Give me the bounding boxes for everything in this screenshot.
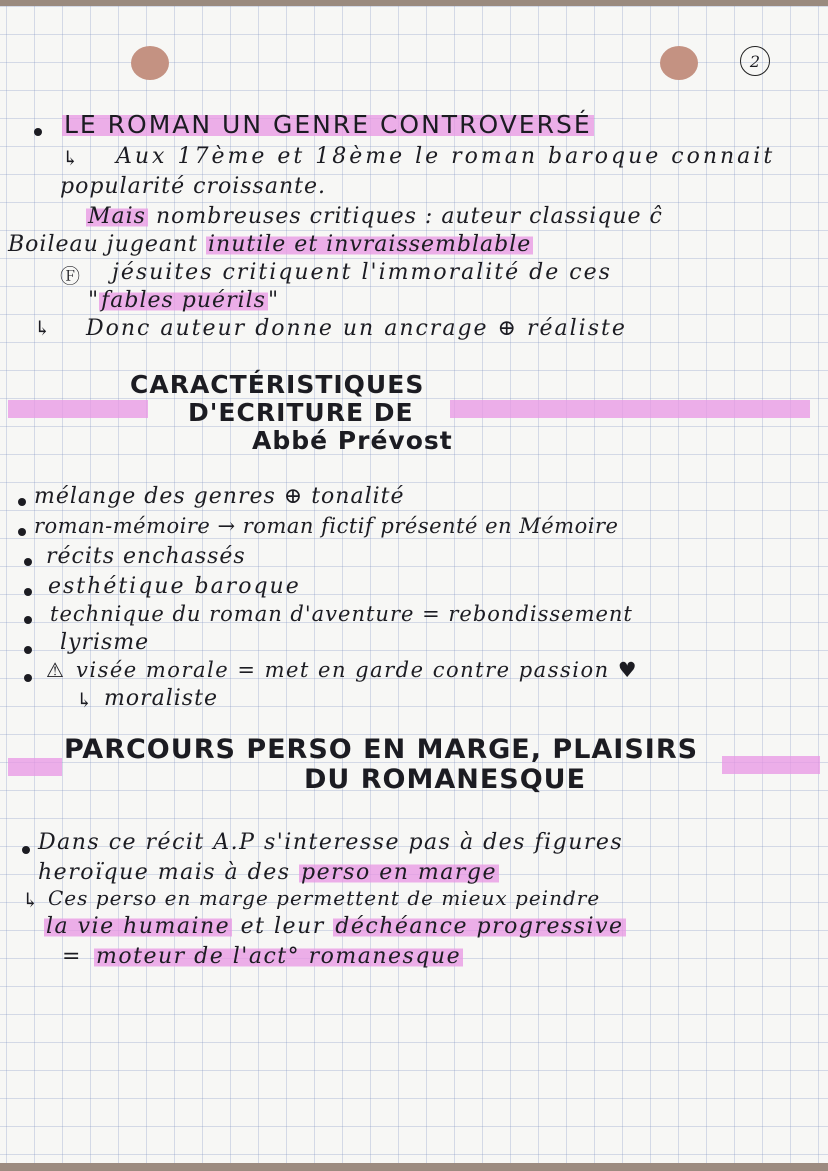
section-title-roman <box>62 110 594 139</box>
bullet-icon <box>24 674 32 682</box>
section3-line: Dans ce récit A.P s'interesse pas à des figures <box>38 830 624 855</box>
quote-mark: " <box>267 288 280 313</box>
equals-sign: = <box>62 944 82 969</box>
page-bottom-edge <box>0 1163 828 1171</box>
bullet-icon <box>24 558 32 566</box>
section2-title: D'ECRITURE DE <box>188 398 414 427</box>
sub-arrow-icon: ↳ <box>62 146 79 170</box>
title-highlight-bar <box>8 758 62 776</box>
list-item: esthétique baroque <box>48 574 301 599</box>
highlight-text: Mais <box>88 204 146 229</box>
section1-line <box>86 204 663 229</box>
list-item: lyrisme <box>60 630 150 655</box>
highlight-text: déchéance progressive <box>335 914 624 939</box>
f-circle-icon: Ⓕ <box>60 264 80 288</box>
binder-hole-left <box>131 46 169 80</box>
sub-arrow-icon: ↳ <box>34 316 51 340</box>
highlight-text: inutile et invraissemblable <box>208 232 532 257</box>
section1-line <box>86 316 627 341</box>
sub-arrow-icon: ↳ <box>22 888 39 912</box>
section3-text: heroïque mais à des <box>38 860 300 885</box>
list-item: récits enchassés <box>46 544 246 569</box>
section1-line: popularité croissante. <box>60 174 326 199</box>
c-circumflex-mark: ĉ <box>649 204 663 229</box>
section-title-text: LE ROMAN UN GENRE CONTROVERSÉ <box>64 110 592 139</box>
highlight-text: fables puérils <box>101 288 266 313</box>
section2-title: Abbé Prévost <box>252 426 453 455</box>
bullet-icon <box>18 528 26 536</box>
bullet-icon <box>24 646 32 654</box>
page-number: 2 <box>740 46 770 76</box>
section3-line <box>44 914 626 939</box>
section1-text: Donc auteur donne un <box>86 316 385 341</box>
bullet-icon <box>34 128 42 136</box>
section1-line: jésuites critiquent l'immoralité de ces <box>112 260 612 285</box>
list-item: mélange des genres ⊕ tonalité <box>34 484 405 509</box>
bullet-icon <box>22 846 30 854</box>
highlight-text: la vie humaine <box>46 914 231 939</box>
sub-arrow-icon: ↳ <box>76 688 93 712</box>
section3-title: DU ROMANESQUE <box>304 764 587 795</box>
section1-text: ancrage ⊕ réaliste <box>384 316 627 341</box>
section1-text: nombreuses critiques : auteur classique <box>147 204 650 229</box>
binder-hole-right <box>660 46 698 80</box>
section3-line: Ces perso en marge permettent de mieux peindre <box>48 886 601 910</box>
list-item: visée morale = met en garde contre passion ♥ <box>76 658 639 682</box>
section1-line: Aux 17ème et 18ème le roman baroque connait <box>116 144 776 169</box>
title-highlight-bar <box>722 756 820 774</box>
section1-line <box>8 232 533 257</box>
list-item: technique du roman d'aventure = rebondissement <box>50 602 633 626</box>
title-highlight-bar <box>8 400 148 418</box>
bullet-icon <box>18 498 26 506</box>
bullet-icon <box>24 616 32 624</box>
page-top-edge <box>0 0 828 6</box>
section2-title: CARACTÉRISTIQUES <box>130 370 425 399</box>
section1-text: Boileau jugeant <box>8 232 206 257</box>
section3-line <box>38 860 499 885</box>
list-item: roman-mémoire → roman fictif présenté en Mémoire <box>34 514 619 538</box>
section3-title: PARCOURS PERSO EN MARGE, PLAISIRS <box>64 734 699 765</box>
title-highlight-bar <box>450 400 810 418</box>
section3-line <box>94 944 463 969</box>
warning-icon: ⚠ <box>46 658 64 682</box>
section3-text: et leur <box>232 914 334 939</box>
list-subitem: moraliste <box>104 686 218 711</box>
highlight-text: moteur de l'act° romanesque <box>96 944 462 969</box>
highlight-text: perso en marge <box>301 860 497 885</box>
bullet-icon <box>24 588 32 596</box>
section1-line <box>88 288 279 313</box>
quote-mark: " <box>88 288 100 313</box>
